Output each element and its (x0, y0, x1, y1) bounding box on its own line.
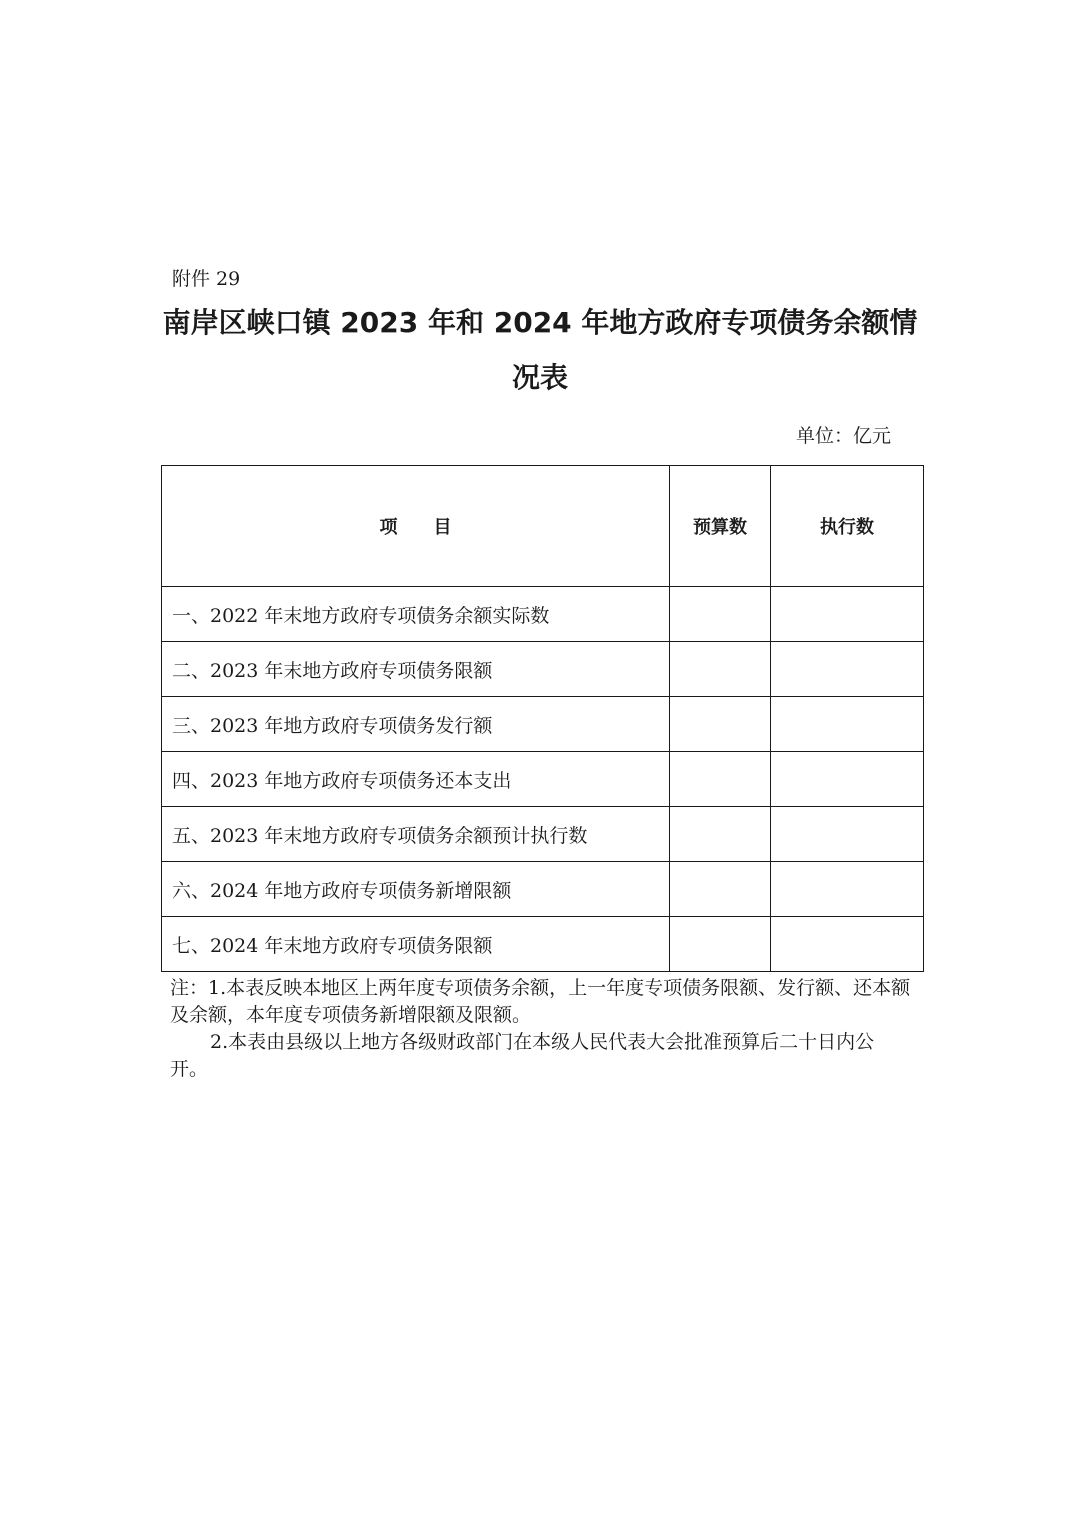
row-budget (670, 697, 771, 752)
row-actual (771, 752, 924, 807)
page-title-line-1: 南岸区峡口镇 2023 年和 2024 年地方政府专项债务余额情 (162, 306, 918, 339)
table-row (162, 862, 924, 917)
header-actual: 执行数 (771, 466, 924, 587)
row-budget (670, 807, 771, 862)
notes (170, 975, 912, 1083)
row-budget (670, 917, 771, 972)
row-budget (670, 642, 771, 697)
debt-table (161, 465, 924, 972)
table-row (162, 917, 924, 972)
row-item: 五、2023 年末地方政府专项债务余额预计执行数 (162, 807, 670, 862)
row-budget (670, 752, 771, 807)
row-actual (771, 642, 924, 697)
note-1: 注：1.本表反映本地区上两年度专项债务余额，上一年度专项债务限额、发行额、还本额及余额，本年度专项债务新增限额及限额。 (170, 977, 911, 1026)
row-item: 四、2023 年地方政府专项债务还本支出 (162, 752, 670, 807)
note-2: 2.本表由县级以上地方各级财政部门在本级人民代表大会批准预算后二十日内公开。 (170, 1031, 875, 1080)
row-actual (771, 807, 924, 862)
attachment-label: 附件 29 (172, 268, 241, 290)
row-item: 六、2024 年地方政府专项债务新增限额 (162, 862, 670, 917)
table-row (162, 752, 924, 807)
row-actual (771, 697, 924, 752)
table-row (162, 587, 924, 642)
row-budget (670, 862, 771, 917)
table-row (162, 807, 924, 862)
table-header-row (162, 466, 924, 587)
row-actual (771, 917, 924, 972)
row-item: 二、2023 年末地方政府专项债务限额 (162, 642, 670, 697)
page-title-line-2: 况表 (511, 361, 568, 394)
row-item: 七、2024 年末地方政府专项债务限额 (162, 917, 670, 972)
header-item: 项 目 (162, 466, 670, 587)
header-budget: 预算数 (670, 466, 771, 587)
row-item: 一、2022 年末地方政府专项债务余额实际数 (162, 587, 670, 642)
row-budget (670, 587, 771, 642)
row-actual (771, 587, 924, 642)
row-actual (771, 862, 924, 917)
table-row (162, 642, 924, 697)
unit-label: 单位：亿元 (796, 425, 892, 447)
table-row (162, 697, 924, 752)
row-item: 三、2023 年地方政府专项债务发行额 (162, 697, 670, 752)
